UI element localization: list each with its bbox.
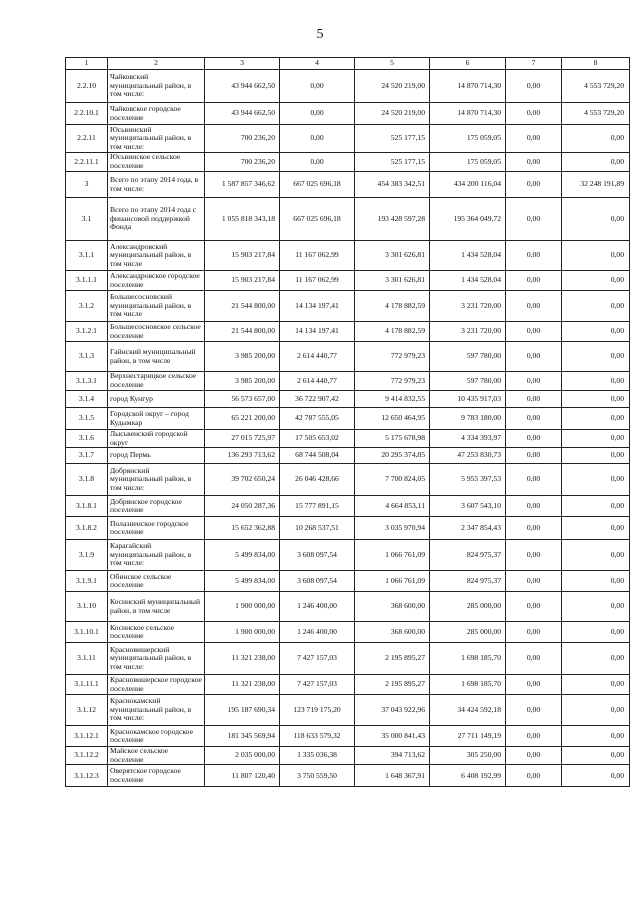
regional-budget-amount: 35 000 841,43 xyxy=(355,726,430,747)
local-budget-amount: 3 231 720,00 xyxy=(430,322,506,342)
total-cost: 1 587 857 346,62 xyxy=(205,172,280,198)
column-number: 4 xyxy=(280,58,355,70)
fund-amount: 3 608 097,54 xyxy=(280,540,355,571)
total-cost: 15 652 362,88 xyxy=(205,517,280,540)
regional-budget-amount: 24 520 219,00 xyxy=(355,103,430,125)
table-row xyxy=(66,391,630,408)
total-cost: 65 221 200,00 xyxy=(205,408,280,430)
local-budget-amount: 14 870 714,30 xyxy=(430,70,506,103)
row-code: 3.1.3 xyxy=(66,342,108,372)
table-row xyxy=(66,408,630,430)
fund-amount: 42 787 555,05 xyxy=(280,408,355,430)
table-row xyxy=(66,70,630,103)
other-sources-amount: 0,00 xyxy=(506,153,562,172)
row-name: Добрянское городское поселение xyxy=(108,496,205,517)
total-cost: 24 050 287,36 xyxy=(205,496,280,517)
row-code: 3.1.1 xyxy=(66,241,108,271)
row-code: 3.1.9 xyxy=(66,540,108,571)
local-budget-amount: 4 334 393,97 xyxy=(430,430,506,448)
other-sources-amount: 0,00 xyxy=(506,695,562,726)
regional-budget-amount: 772 979,23 xyxy=(355,372,430,391)
fund-amount: 7 427 157,03 xyxy=(280,643,355,675)
table-row xyxy=(66,675,630,695)
table-row xyxy=(66,291,630,322)
regional-budget-amount: 3 301 626,81 xyxy=(355,271,430,291)
table-row xyxy=(66,571,630,592)
other-sources-amount: 0,00 xyxy=(506,198,562,241)
table-row xyxy=(66,153,630,172)
row-code: 3.1.11 xyxy=(66,643,108,675)
row-name: Юсьвинский муниципальный район, в том числе: xyxy=(108,125,205,153)
total-cost: 43 944 662,50 xyxy=(205,103,280,125)
extra-funds-amount: 0,00 xyxy=(562,342,630,372)
row-code: 3.1.1.1 xyxy=(66,271,108,291)
fund-amount: 0,00 xyxy=(280,125,355,153)
local-budget-amount: 1 434 528,04 xyxy=(430,271,506,291)
local-budget-amount: 14 870 714,30 xyxy=(430,103,506,125)
row-name: Гайнский муниципальный район, в том числе xyxy=(108,342,205,372)
regional-budget-amount: 3 301 626,81 xyxy=(355,241,430,271)
extra-funds-amount: 0,00 xyxy=(562,747,630,765)
row-code: 3.1.9.1 xyxy=(66,571,108,592)
row-code: 3.1.3.1 xyxy=(66,372,108,391)
regional-budget-amount: 4 178 882,59 xyxy=(355,291,430,322)
row-name: Верхнестарицкое сельское поселение xyxy=(108,372,205,391)
regional-budget-amount: 368 600,00 xyxy=(355,592,430,622)
fund-amount: 11 167 062,99 xyxy=(280,241,355,271)
local-budget-amount: 1 434 528,04 xyxy=(430,241,506,271)
table-row xyxy=(66,198,630,241)
row-name: Городской округ – город Кудымкар xyxy=(108,408,205,430)
regional-budget-amount: 9 414 832,55 xyxy=(355,391,430,408)
row-code: 3.1.11.1 xyxy=(66,675,108,695)
row-name: Косинский муниципальный район, в том числе xyxy=(108,592,205,622)
extra-funds-amount: 0,00 xyxy=(562,695,630,726)
table-row xyxy=(66,747,630,765)
local-budget-amount: 195 364 049,72 xyxy=(430,198,506,241)
local-budget-amount: 597 780,00 xyxy=(430,342,506,372)
total-cost: 1 900 000,00 xyxy=(205,592,280,622)
extra-funds-amount: 0,00 xyxy=(562,153,630,172)
row-code: 3.1.8 xyxy=(66,464,108,496)
column-number-row xyxy=(66,58,630,70)
extra-funds-amount: 0,00 xyxy=(562,517,630,540)
row-code: 3.1.7 xyxy=(66,448,108,464)
total-cost: 56 573 657,00 xyxy=(205,391,280,408)
row-code: 2.2.10 xyxy=(66,70,108,103)
row-name: Чайковское городское поселение xyxy=(108,103,205,125)
fund-amount: 1 246 400,00 xyxy=(280,622,355,643)
row-code: 2.2.11 xyxy=(66,125,108,153)
extra-funds-amount: 0,00 xyxy=(562,592,630,622)
local-budget-amount: 6 408 192,99 xyxy=(430,765,506,787)
other-sources-amount: 0,00 xyxy=(506,675,562,695)
regional-budget-amount: 1 066 761,09 xyxy=(355,571,430,592)
extra-funds-amount: 0,00 xyxy=(562,125,630,153)
fund-amount: 3 608 097,54 xyxy=(280,571,355,592)
row-name: Всего по этапу 2014 года, в том числе: xyxy=(108,172,205,198)
row-code: 3.1.10 xyxy=(66,592,108,622)
regional-budget-amount: 7 700 824,05 xyxy=(355,464,430,496)
table-row xyxy=(66,695,630,726)
other-sources-amount: 0,00 xyxy=(506,622,562,643)
row-name: Большесосновский муниципальный район, в том числе xyxy=(108,291,205,322)
fund-amount: 0,00 xyxy=(280,70,355,103)
row-code: 2.2.10.1 xyxy=(66,103,108,125)
total-cost: 11 807 120,40 xyxy=(205,765,280,787)
row-name: Александровский муниципальный район, в том числе xyxy=(108,241,205,271)
total-cost: 15 903 217,84 xyxy=(205,271,280,291)
local-budget-amount: 305 250,00 xyxy=(430,747,506,765)
row-code: 3.1.2 xyxy=(66,291,108,322)
other-sources-amount: 0,00 xyxy=(506,643,562,675)
column-number: 5 xyxy=(355,58,430,70)
fund-amount: 667 025 696,18 xyxy=(280,198,355,241)
regional-budget-amount: 525 177,15 xyxy=(355,153,430,172)
local-budget-amount: 5 955 397,53 xyxy=(430,464,506,496)
total-cost: 700 236,20 xyxy=(205,125,280,153)
local-budget-amount: 27 711 149,19 xyxy=(430,726,506,747)
regional-budget-amount: 772 979,23 xyxy=(355,342,430,372)
extra-funds-amount: 0,00 xyxy=(562,241,630,271)
local-budget-amount: 2 347 854,43 xyxy=(430,517,506,540)
local-budget-amount: 47 253 830,73 xyxy=(430,448,506,464)
row-code: 3.1.12.3 xyxy=(66,765,108,787)
row-code: 3.1.5 xyxy=(66,408,108,430)
fund-amount: 15 777 891,15 xyxy=(280,496,355,517)
other-sources-amount: 0,00 xyxy=(506,571,562,592)
local-budget-amount: 175 059,05 xyxy=(430,153,506,172)
regional-budget-amount: 37 043 922,96 xyxy=(355,695,430,726)
local-budget-amount: 1 698 185,70 xyxy=(430,643,506,675)
extra-funds-amount: 0,00 xyxy=(562,322,630,342)
extra-funds-amount: 0,00 xyxy=(562,540,630,571)
local-budget-amount: 434 200 116,04 xyxy=(430,172,506,198)
local-budget-amount: 9 783 180,00 xyxy=(430,408,506,430)
fund-amount: 11 167 062,99 xyxy=(280,271,355,291)
other-sources-amount: 0,00 xyxy=(506,430,562,448)
table-row xyxy=(66,643,630,675)
total-cost: 5 499 834,00 xyxy=(205,571,280,592)
row-name: Майское сельское поселение xyxy=(108,747,205,765)
regional-budget-amount: 4 178 882,59 xyxy=(355,322,430,342)
regional-budget-amount: 1 066 761,09 xyxy=(355,540,430,571)
table-row xyxy=(66,496,630,517)
total-cost: 15 903 217,84 xyxy=(205,241,280,271)
table-row xyxy=(66,271,630,291)
table-row xyxy=(66,372,630,391)
other-sources-amount: 0,00 xyxy=(506,448,562,464)
other-sources-amount: 0,00 xyxy=(506,342,562,372)
row-name: Всего по этапу 2014 года с финансовой поддержкой Фонда xyxy=(108,198,205,241)
column-number: 3 xyxy=(205,58,280,70)
local-budget-amount: 10 435 917,03 xyxy=(430,391,506,408)
extra-funds-amount: 0,00 xyxy=(562,675,630,695)
row-code: 3.1.8.2 xyxy=(66,517,108,540)
other-sources-amount: 0,00 xyxy=(506,291,562,322)
row-name: Оверятское городское поселение xyxy=(108,765,205,787)
fund-amount: 10 268 537,51 xyxy=(280,517,355,540)
other-sources-amount: 0,00 xyxy=(506,726,562,747)
column-number: 1 xyxy=(66,58,108,70)
row-code: 3.1.12.1 xyxy=(66,726,108,747)
fund-amount: 7 427 157,03 xyxy=(280,675,355,695)
local-budget-amount: 285 000,00 xyxy=(430,622,506,643)
table-row xyxy=(66,448,630,464)
extra-funds-amount: 0,00 xyxy=(562,765,630,787)
other-sources-amount: 0,00 xyxy=(506,408,562,430)
fund-amount: 0,00 xyxy=(280,103,355,125)
table-row xyxy=(66,322,630,342)
local-budget-amount: 824 975,37 xyxy=(430,571,506,592)
row-name: Карагайский муниципальный район, в том числе: xyxy=(108,540,205,571)
column-number: 2 xyxy=(108,58,205,70)
row-name: Красновишерское городское поселение xyxy=(108,675,205,695)
fund-amount: 3 750 559,50 xyxy=(280,765,355,787)
table-row xyxy=(66,592,630,622)
row-code: 3.1.12 xyxy=(66,695,108,726)
table-row xyxy=(66,342,630,372)
row-code: 3.1.10.1 xyxy=(66,622,108,643)
regional-budget-amount: 368 600,00 xyxy=(355,622,430,643)
table-row xyxy=(66,622,630,643)
extra-funds-amount: 0,00 xyxy=(562,408,630,430)
row-code: 3 xyxy=(66,172,108,198)
extra-funds-amount: 0,00 xyxy=(562,643,630,675)
regional-budget-amount: 525 177,15 xyxy=(355,125,430,153)
total-cost: 136 293 713,62 xyxy=(205,448,280,464)
fund-amount: 17 505 653,02 xyxy=(280,430,355,448)
regional-budget-amount: 5 175 678,98 xyxy=(355,430,430,448)
extra-funds-amount: 0,00 xyxy=(562,391,630,408)
extra-funds-amount: 0,00 xyxy=(562,448,630,464)
regional-budget-amount: 20 295 374,85 xyxy=(355,448,430,464)
row-name: Полазненское городское поселение xyxy=(108,517,205,540)
other-sources-amount: 0,00 xyxy=(506,747,562,765)
column-number: 6 xyxy=(430,58,506,70)
total-cost: 11 321 238,00 xyxy=(205,675,280,695)
table-row xyxy=(66,430,630,448)
other-sources-amount: 0,00 xyxy=(506,125,562,153)
other-sources-amount: 0,00 xyxy=(506,172,562,198)
extra-funds-amount: 0,00 xyxy=(562,372,630,391)
fund-amount: 667 025 696,18 xyxy=(280,172,355,198)
row-name: Большесосновское сельское поселение xyxy=(108,322,205,342)
row-code: 3.1.2.1 xyxy=(66,322,108,342)
other-sources-amount: 0,00 xyxy=(506,540,562,571)
regional-budget-amount: 2 195 895,27 xyxy=(355,643,430,675)
extra-funds-amount: 0,00 xyxy=(562,571,630,592)
other-sources-amount: 0,00 xyxy=(506,271,562,291)
other-sources-amount: 0,00 xyxy=(506,372,562,391)
local-budget-amount: 824 975,37 xyxy=(430,540,506,571)
total-cost: 11 321 238,00 xyxy=(205,643,280,675)
fund-amount: 2 614 440,77 xyxy=(280,342,355,372)
total-cost: 39 702 650,24 xyxy=(205,464,280,496)
local-budget-amount: 597 780,00 xyxy=(430,372,506,391)
row-name: Юсьвинское сельское поселение xyxy=(108,153,205,172)
table-row xyxy=(66,172,630,198)
extra-funds-amount: 0,00 xyxy=(562,496,630,517)
fund-amount: 1 246 400,00 xyxy=(280,592,355,622)
data-table xyxy=(65,57,630,787)
other-sources-amount: 0,00 xyxy=(506,592,562,622)
total-cost: 5 499 834,00 xyxy=(205,540,280,571)
row-name: Александровское городское поселение xyxy=(108,271,205,291)
extra-funds-amount: 32 248 191,89 xyxy=(562,172,630,198)
extra-funds-amount: 0,00 xyxy=(562,291,630,322)
row-name: Красновишерский муниципальный район, в том числе: xyxy=(108,643,205,675)
total-cost: 195 187 690,34 xyxy=(205,695,280,726)
row-code: 3.1.6 xyxy=(66,430,108,448)
row-name: Краснокамский муниципальный район, в том числе: xyxy=(108,695,205,726)
table-row xyxy=(66,540,630,571)
total-cost: 1 055 818 343,18 xyxy=(205,198,280,241)
fund-amount: 68 744 508,04 xyxy=(280,448,355,464)
regional-budget-amount: 4 664 853,11 xyxy=(355,496,430,517)
local-budget-amount: 285 000,00 xyxy=(430,592,506,622)
row-name: город Кунгур xyxy=(108,391,205,408)
table-row xyxy=(66,726,630,747)
row-code: 2.2.11.1 xyxy=(66,153,108,172)
fund-amount: 0,00 xyxy=(280,153,355,172)
row-code: 3.1.12.2 xyxy=(66,747,108,765)
table-row xyxy=(66,125,630,153)
fund-amount: 1 335 036,38 xyxy=(280,747,355,765)
total-cost: 1 900 000,00 xyxy=(205,622,280,643)
extra-funds-amount: 0,00 xyxy=(562,622,630,643)
row-name: Чайковский муниципальный район, в том числе: xyxy=(108,70,205,103)
total-cost: 3 985 200,00 xyxy=(205,342,280,372)
table-row xyxy=(66,241,630,271)
table-row xyxy=(66,765,630,787)
extra-funds-amount: 0,00 xyxy=(562,271,630,291)
extra-funds-amount: 0,00 xyxy=(562,430,630,448)
fund-amount: 123 719 175,20 xyxy=(280,695,355,726)
row-name: Краснокамское городское поселение xyxy=(108,726,205,747)
fund-amount: 14 134 197,41 xyxy=(280,291,355,322)
fund-amount: 26 046 428,66 xyxy=(280,464,355,496)
total-cost: 181 345 569,94 xyxy=(205,726,280,747)
total-cost: 43 944 662,50 xyxy=(205,70,280,103)
local-budget-amount: 3 607 543,10 xyxy=(430,496,506,517)
regional-budget-amount: 1 648 367,91 xyxy=(355,765,430,787)
row-name: Обинское сельское поселение xyxy=(108,571,205,592)
extra-funds-amount: 0,00 xyxy=(562,726,630,747)
total-cost: 21 544 800,00 xyxy=(205,291,280,322)
fund-amount: 36 722 907,42 xyxy=(280,391,355,408)
column-number: 7 xyxy=(506,58,562,70)
row-name: Добрянский муниципальный район, в том числе: xyxy=(108,464,205,496)
other-sources-amount: 0,00 xyxy=(506,70,562,103)
regional-budget-amount: 394 713,62 xyxy=(355,747,430,765)
extra-funds-amount: 0,00 xyxy=(562,198,630,241)
other-sources-amount: 0,00 xyxy=(506,765,562,787)
row-name: Лысьвенский городской округ xyxy=(108,430,205,448)
local-budget-amount: 175 059,05 xyxy=(430,125,506,153)
fund-amount: 14 134 197,41 xyxy=(280,322,355,342)
extra-funds-amount: 4 553 729,20 xyxy=(562,103,630,125)
other-sources-amount: 0,00 xyxy=(506,517,562,540)
regional-budget-amount: 193 428 597,28 xyxy=(355,198,430,241)
row-code: 3.1.4 xyxy=(66,391,108,408)
regional-budget-amount: 12 650 464,95 xyxy=(355,408,430,430)
extra-funds-amount: 0,00 xyxy=(562,464,630,496)
other-sources-amount: 0,00 xyxy=(506,241,562,271)
table-row xyxy=(66,464,630,496)
local-budget-amount: 1 698 185,70 xyxy=(430,675,506,695)
other-sources-amount: 0,00 xyxy=(506,464,562,496)
total-cost: 2 035 000,00 xyxy=(205,747,280,765)
regional-budget-amount: 24 520 219,00 xyxy=(355,70,430,103)
row-name: город Пермь xyxy=(108,448,205,464)
row-code: 3.1 xyxy=(66,198,108,241)
regional-budget-amount: 454 383 342,51 xyxy=(355,172,430,198)
regional-budget-amount: 3 035 970,94 xyxy=(355,517,430,540)
local-budget-amount: 3 231 720,00 xyxy=(430,291,506,322)
total-cost: 21 544 800,00 xyxy=(205,322,280,342)
fund-amount: 118 633 579,32 xyxy=(280,726,355,747)
page-number: 5 xyxy=(316,27,324,42)
table-row xyxy=(66,517,630,540)
other-sources-amount: 0,00 xyxy=(506,322,562,342)
column-number: 8 xyxy=(562,58,630,70)
extra-funds-amount: 4 553 729,20 xyxy=(562,70,630,103)
other-sources-amount: 0,00 xyxy=(506,496,562,517)
other-sources-amount: 0,00 xyxy=(506,391,562,408)
local-budget-amount: 34 424 592,18 xyxy=(430,695,506,726)
total-cost: 700 236,20 xyxy=(205,153,280,172)
regional-budget-amount: 2 195 895,27 xyxy=(355,675,430,695)
other-sources-amount: 0,00 xyxy=(506,103,562,125)
total-cost: 27 015 725,97 xyxy=(205,430,280,448)
row-name: Косинское сельское поселение xyxy=(108,622,205,643)
total-cost: 3 985 200,00 xyxy=(205,372,280,391)
table-row xyxy=(66,103,630,125)
row-code: 3.1.8.1 xyxy=(66,496,108,517)
fund-amount: 2 614 440,77 xyxy=(280,372,355,391)
